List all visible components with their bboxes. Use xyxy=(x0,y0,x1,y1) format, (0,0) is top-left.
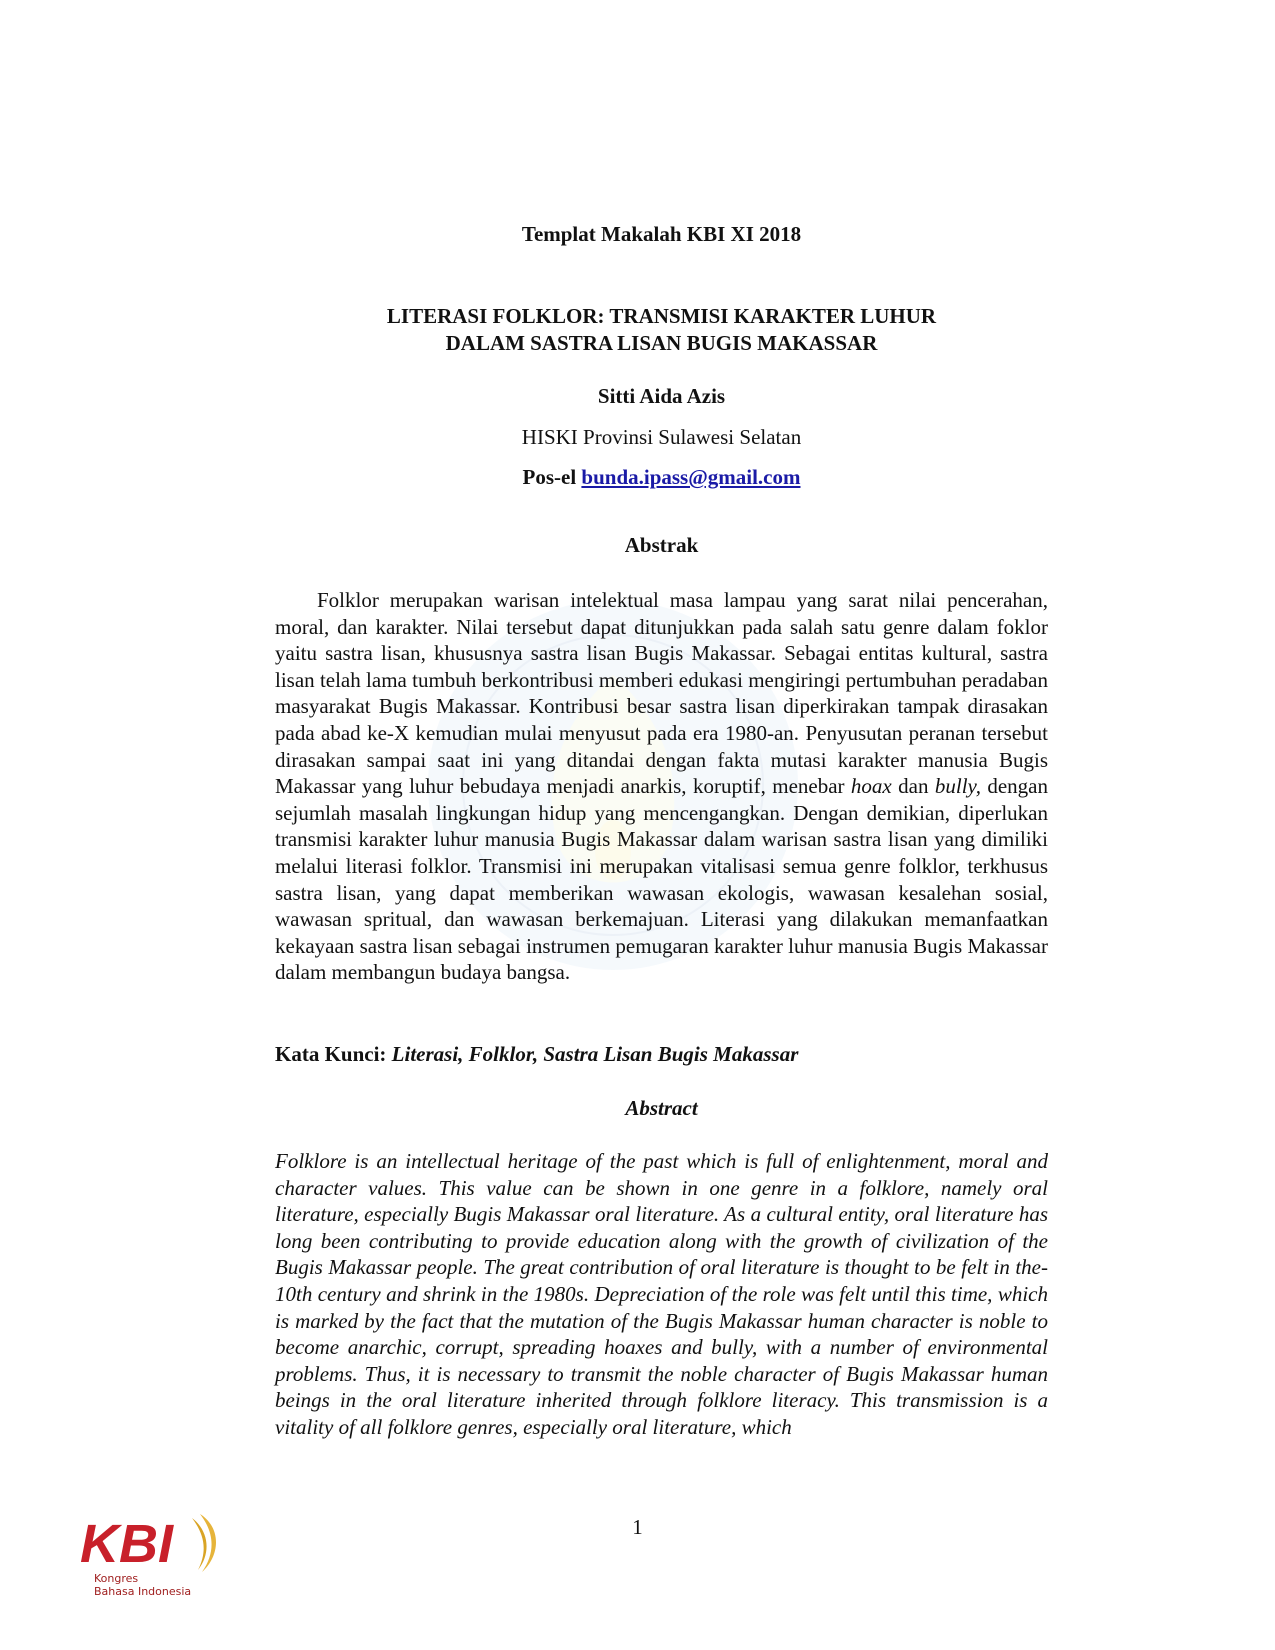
author-affiliation: HISKI Provinsi Sulawesi Selatan xyxy=(521,425,802,449)
template-title: Templat Makalah KBI XI 2018 xyxy=(521,222,802,246)
logo-caption-line1: Kongres xyxy=(94,1572,139,1585)
keywords-list: Literasi, Folklor, Sastra Lisan Bugis Makassar xyxy=(391,1042,799,1066)
author-email-line xyxy=(275,465,1048,490)
abstrak-heading: Abstrak xyxy=(624,533,699,557)
abstrak-hoax: hoax xyxy=(850,774,892,799)
email-link[interactable]: bunda.ipass@gmail.com xyxy=(581,465,801,489)
page-number: 1 xyxy=(632,1515,643,1539)
logo-caption-line2: Bahasa Indonesia xyxy=(94,1585,192,1598)
logo-caption xyxy=(94,1572,191,1598)
paper-title xyxy=(275,303,1048,357)
abstrak-text-1: Folklor merupakan warisan intelektual masa lampau yang sarat nilai pencerahan, moral, dan karakter. Nilai tersebut dapat ditunjukkan pada salah satu genre dalam foklor yaitu sastra lisan, khususnya sastra lisan Bugis Makassar. Sebagai entitas kultural, sastra lisan telah lama tumbuh berkontribusi memberi edukasi mengiringi pertumbuhan peradaban masyarakat Bugis Makassar. Kontribusi besar sastra lisan diperkirakan tampak dirasakan pada abad ke-X kemudian mulai menyusut pada era 1980-an. Penyusutan peranan tersebut dirasakan sampai saat ini yang ditandai dengan fakta mutasi karakter manusia Bugis Makassar yang luhur bebudaya menjadi anarkis, koruptif, menebar xyxy=(275,588,1048,799)
abstract-heading: Abstract xyxy=(625,1096,698,1120)
abstrak-bully: bully, xyxy=(934,774,981,799)
kbi-logo-mark: KBI xyxy=(80,1514,173,1574)
abstrak-dan: dan xyxy=(891,774,935,799)
paper-title-line2: DALAM SASTRA LISAN BUGIS MAKASSAR xyxy=(445,331,878,355)
paper-title-line1: LITERASI FOLKLOR: TRANSMISI KARAKTER LUHUR xyxy=(386,304,937,328)
keywords-line xyxy=(275,1042,1048,1067)
keywords-label: Kata Kunci: xyxy=(275,1042,392,1066)
email-label: Pos-el xyxy=(522,465,582,489)
abstract-paragraph: Folklore is an intellectual heritage of the past which is full of enlightenment, moral and character values. This value can be shown in one genre in a folklore, namely oral literature, especially Bugis Makassar oral literature. As a cultural entity, oral literature has long been contributing to provide education along with the growth of civilization of the Bugis Makassar people. The great contribution of oral literature is thought to be felt in the-10th century and shrink in the 1980s. Depreciation of the role was felt until this time, which is marked by the fact that the mutation of the Bugis Makassar human character is noble to become anarchic, corrupt, spreading hoaxes and bully, with a number of environmental problems. Thus, it is necessary to transmit the noble character of Bugis Makassar human beings in the oral literature inherited through folklore literacy. This transmission is a vitality of all folklore genres, especially oral literature, which xyxy=(275,1149,1048,1439)
abstrak-text-2: dengan sejumlah masalah lingkungan hidup yang mencengangkan. Dengan demikian, diperlukan transmisi karakter luhur manusia Bugis Makassar dalam warisan sastra lisan yang dimiliki melalui literasi folklor. Transmisi ini merupakan vitalisasi semua genre folklor, terkhusus sastra lisan, yang dapat memberikan wawasan ekologis, wawasan kesalehan sosial, wawasan spritual, dan wawasan berkemajuan. Literasi yang dilakukan memanfaatkan kekayaan sastra lisan sebagai instrumen pemugaran karakter luhur manusia Bugis Makassar dalam membangun budaya bangsa. xyxy=(275,774,1048,985)
abstrak-paragraph xyxy=(275,587,1048,986)
author-name: Sitti Aida Azis xyxy=(597,384,726,408)
